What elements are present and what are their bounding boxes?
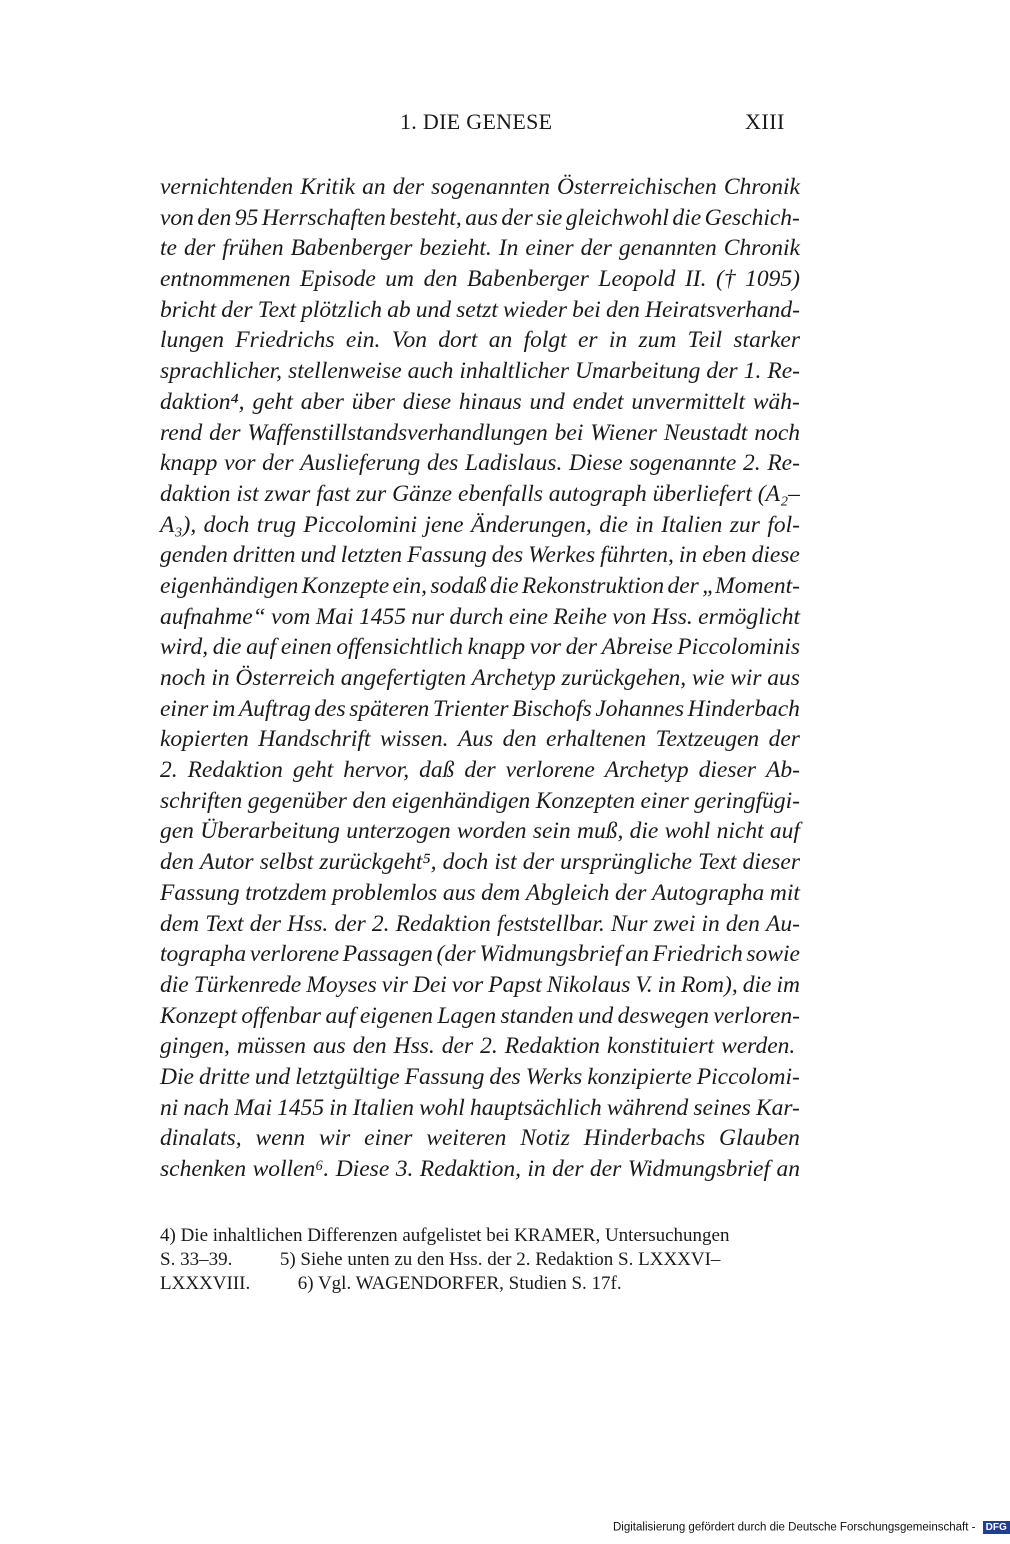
body-line: einer im Auftrag des späteren Trienter Bischofs Johannes Hinderbach	[160, 695, 800, 722]
body-line: Konzept offenbar auf eigenen Lagen standen und deswegen verloren-	[160, 1002, 800, 1029]
body-line: gen Überarbeitung unterzogen worden sein muß, die wohl nicht auf	[160, 818, 800, 845]
body-line: daktion ist zwar fast zur Gänze ebenfalls autograph überliefert (A₂–	[160, 480, 800, 507]
body-line: die Türkenrede Moyses vir Dei vor Papst Nikolaus V. in Rom), die im	[160, 971, 800, 998]
body-line: aufnahme“ vom Mai 1455 nur durch eine Reihe von Hss. ermöglicht	[160, 603, 800, 630]
funding-note-text: Digitalisierung gefördert durch die Deutsche Forschungsgemeinschaft -	[613, 1521, 976, 1534]
running-header-chapter: 1. DIE GENESE	[400, 109, 553, 134]
body-line: den Autor selbst zurückgeht⁵, doch ist der ursprüngliche Text dieser	[160, 849, 800, 876]
page-number: XIII	[745, 109, 785, 134]
footnote-line-2: S. 33–39. 5) Siehe unten zu den Hss. der 2. Redaktion S. LXXXVI–	[160, 1249, 721, 1270]
body-line: wird, die auf einen offensichtlich knapp vor der Abreise Piccolominis	[160, 634, 800, 661]
body-line: dinalats, wenn wir einer weiteren Notiz Hinderbachs Glauben	[160, 1125, 800, 1152]
body-line: knapp vor der Auslieferung des Ladislaus. Diese sogenannte 2. Re-	[160, 450, 800, 477]
body-line: te der frühen Babenberger bezieht. In einer der genannten Chronik	[160, 235, 800, 262]
funding-note	[613, 1521, 1010, 1534]
body-line: schenken wollen⁶. Diese 3. Redaktion, in der der Widmungsbrief an	[160, 1156, 800, 1182]
body-line: Die dritte und letztgültige Fassung des Werks konzipierte Piccolomi-	[160, 1063, 800, 1090]
body-line: ni nach Mai 1455 in Italien wohl hauptsächlich während seines Kar-	[160, 1094, 800, 1121]
body-line: genden dritten und letzten Fassung des Werkes führten, in eben diese	[160, 542, 800, 569]
footnote-line-1: 4) Die inhaltlichen Differenzen aufgelistet bei KRAMER, Untersuchungen	[160, 1225, 730, 1246]
body-text	[160, 172, 800, 1185]
body-line: von den 95 Herrschaften besteht, aus der sie gleichwohl die Geschich-	[160, 204, 800, 231]
body-line: sprachlicher, stellenweise auch inhaltlicher Umarbeitung der 1. Re-	[160, 358, 800, 385]
body-line: tographa verlorene Passagen (der Widmungsbrief an Friedrich sowie	[160, 941, 800, 968]
body-line: lungen Friedrichs ein. Von dort an folgt er in zum Teil starker	[160, 327, 800, 354]
dfg-logo: DFG	[983, 1521, 1010, 1534]
footnote-line-3: LXXXVIII. 6) Vgl. WAGENDORFER, Studien S. 17f.	[160, 1273, 622, 1294]
body-line: A₃), doch trug Piccolomini jene Änderungen, die in Italien zur fol-	[160, 511, 800, 538]
body-line: Fassung trotzdem problemlos aus dem Abgleich der Autographa mit	[160, 879, 800, 906]
body-line: rend der Waffenstillstandsverhandlungen bei Wiener Neustadt noch	[160, 419, 800, 446]
body-line: kopierten Handschrift wissen. Aus den erhaltenen Textzeugen der	[160, 726, 800, 753]
body-line: daktion⁴, geht aber über diese hinaus und endet unvermittelt wäh-	[160, 388, 800, 415]
body-line: vernichtenden Kritik an der sogenannten Österreichischen Chronik	[160, 174, 800, 200]
body-line: eigenhändigen Konzepte ein, sodaß die Rekonstruktion der „Moment-	[160, 572, 800, 599]
body-line: 2. Redaktion geht hervor, daß der verlorene Archetyp dieser Ab-	[160, 757, 800, 784]
footnotes	[160, 1224, 800, 1296]
body-line: noch in Österreich angefertigten Archetyp zurückgehen, wie wir aus	[160, 665, 800, 691]
body-line: entnommenen Episode um den Babenberger Leopold II. († 1095)	[160, 266, 800, 293]
body-line: gingen, müssen aus den Hss. der 2. Redaktion konstituiert werden.	[160, 1033, 796, 1060]
body-line: schriften gegenüber den eigenhändigen Konzepten einer geringfügi-	[160, 787, 800, 814]
body-line: bricht der Text plötzlich ab und setzt wieder bei den Heiratsverhand-	[160, 296, 800, 323]
body-line: dem Text der Hss. der 2. Redaktion feststellbar. Nur zwei in den Au-	[160, 910, 800, 937]
